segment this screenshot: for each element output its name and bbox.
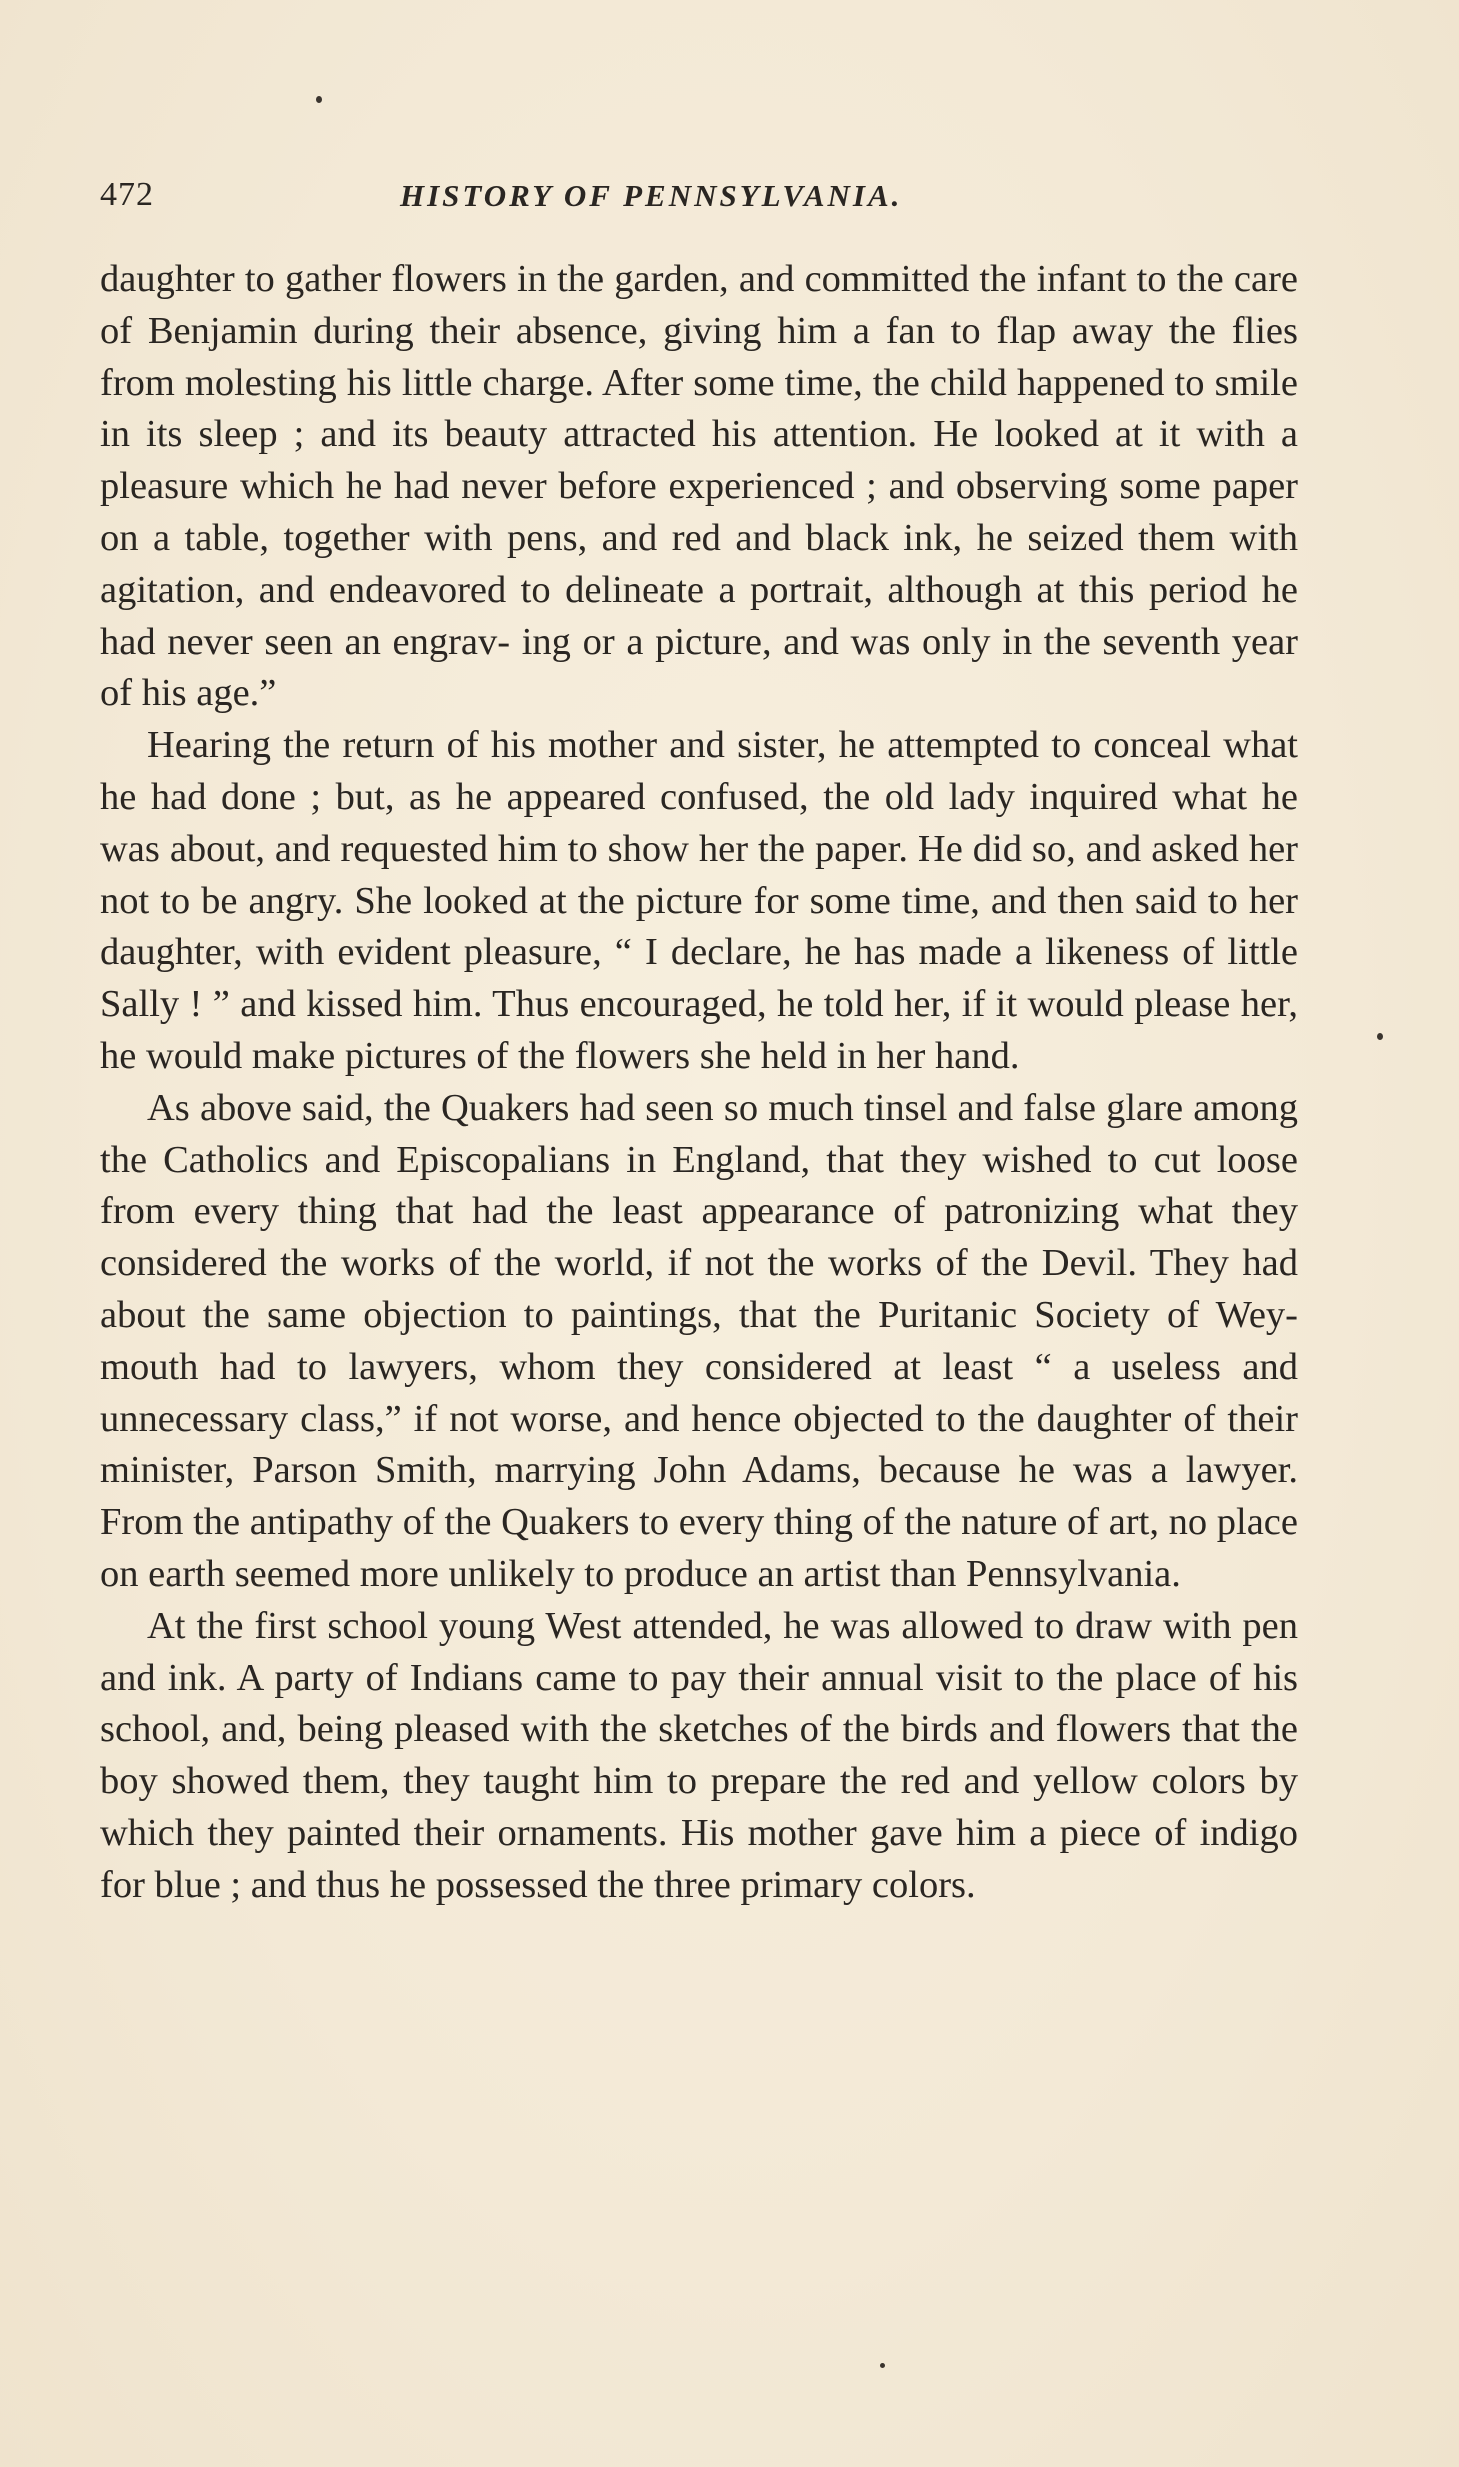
paragraph-3: As above said, the Quakers had seen so much tinsel and false glare among the Catholics and Episcopalians in England, that they wished to cut loose from every thing that had the least appearance of patronizing what they considered the works of the world, if not the works of the Devil. They had about the same objection to paintings, that the Puritanic Society of Wey- mouth had to lawyers, whom they considered at least “ a useless and unnecessary class,” if not worse, and hence objected to the daughter of their minister, Parson Smith, marrying John Adams, because he was a lawyer. From the antipathy of the Quakers to every thing of the nature of art, no place on earth seemed more unlikely to produce an artist than Pennsylvania.: [100, 1086, 1298, 1595]
paragraph-2: Hearing the return of his mother and sister, he attempted to conceal what he had done ; but, as he appeared confused, the old lady inquired what he was about, and requested him to show her the paper. He did so, and asked her not to be angry. She looked at the picture for some time, and then said to her daughter, with evident pleasure, “ I declare, he has made a likeness of little Sally ! ” and kissed him. Thus encouraged, he told her, if it would please her, he would make pictures of the flowers she held in her hand.: [100, 724, 1298, 1077]
page-header: [100, 176, 1300, 226]
page-number: 472: [100, 176, 154, 213]
running-title: HISTORY OF PENNSYLVANIA.: [400, 178, 903, 213]
body-text: [100, 254, 1298, 1912]
ink-speck-margin: [1377, 1033, 1383, 1040]
paragraph-1: daughter to gather flowers in the garden, and committed the infant to the care of Benjamin during their absence, giving him a fan to flap away the flies from molesting his little charge. After some time, the child happened to smile in its sleep ; and its beauty attracted his attention. He looked at it with a pleasure which he had never before experienced ; and observing some paper on a table, together with pens, and red and black ink, he seized them with agitation, and endeavored to delineate a portrait, although at this period he had never seen an engrav- ing or a picture, and was only in the seventh year of his age.”: [100, 258, 1298, 715]
ink-speck-bottom: [880, 2363, 885, 2368]
paragraph-4: At the first school young West attended, he was allowed to draw with pen and ink. A party of Indians came to pay their annual visit to the place of his school, and, being pleased with the sketches of the birds and flowers that the boy showed them, they taught him to prepare the red and yellow colors by which they painted their ornaments. His mother gave him a piece of indigo for blue ; and thus he possessed the three primary colors.: [100, 1604, 1298, 1906]
ink-speck-top: [316, 96, 322, 103]
